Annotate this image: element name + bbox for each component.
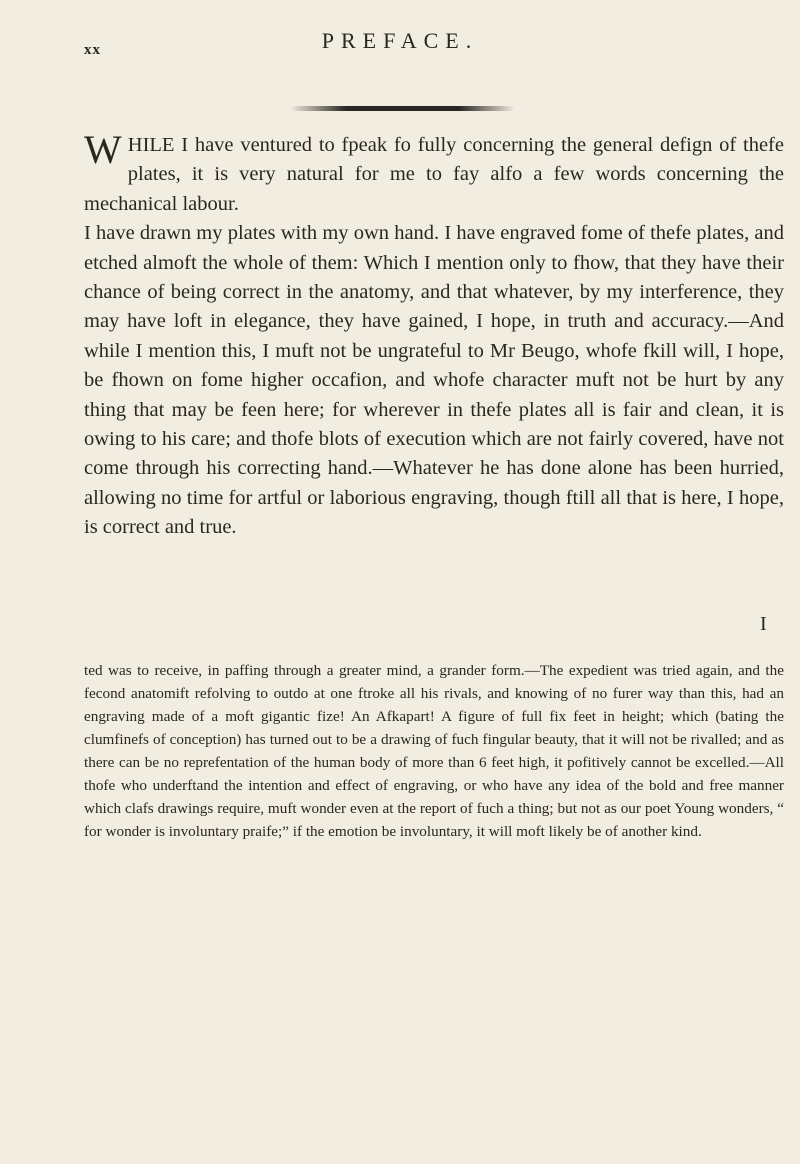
running-head: PREFACE. — [321, 28, 479, 53]
paragraph-1-text: HILE I have ventured to fpeak fo fully concerning the general defign of thefe plates, it is very natural for me to fay alfo a few words concerning the mechanical labour. — [84, 134, 784, 215]
footnote — [84, 659, 784, 843]
paragraph-1 — [84, 127, 784, 219]
paragraph-2: I have drawn my plates with my own hand. I have engraved fome of thefe plates, and etched almoft the whole of them: Which I mention only to fhow, that they have their chance of being correct in the anatomy, and that whatever, by my interference, they may have loft in elegance, they have gained, I hope, in truth and accuracy.—And while I mention this, I muft not be ungrateful to Mr Beugo, whofe fkill will, I hope, be fhown on fome higher occafion, and whofe character muft not be hurt by any thing that may be feen here; for wherever in thefe plates all is fair and clean, it is owing to his care; and thofe blots of execution which are not fairly covered, have not come through his correcting hand.—Whatever he has done alone has been hurried, allowing no time for artful or laborious engraving, though ftill all that is here, I hope, is correct and true. — [84, 222, 784, 539]
footnote-text: ted was to receive, in paffing through a greater mind, a grander form.—The expedient was tried again, and the fecond anatomift refolving to outdo at one ftroke all his rivals, and knowing of no furer way than this, had an engraving made of a moft gigantic fize! An Afkapart! A figure of full fix feet in height; which (bating the clumfinefs of conception) has turned out to be a drawing of fuch fingular beauty, that it will not be rivalled; and as there can be no reprefentation of the human body of more than 6 feet high, it pofitively cannot be excelled.—All thofe who underftand the intention and effect of engraving, or who have any idea of the bold and free manner which clafs drawings require, muft wonder even at the report of fuch a thing; but not as our poet Young wonders, “ for wonder is involuntary praife;” if the emotion be involuntary, it will moft likely be of another kind. — [84, 662, 784, 840]
catchword: I — [760, 613, 767, 635]
ornamental-rule — [290, 106, 515, 111]
page-number: xx — [84, 42, 101, 58]
main-text — [84, 127, 784, 543]
drop-cap: W — [84, 127, 122, 172]
